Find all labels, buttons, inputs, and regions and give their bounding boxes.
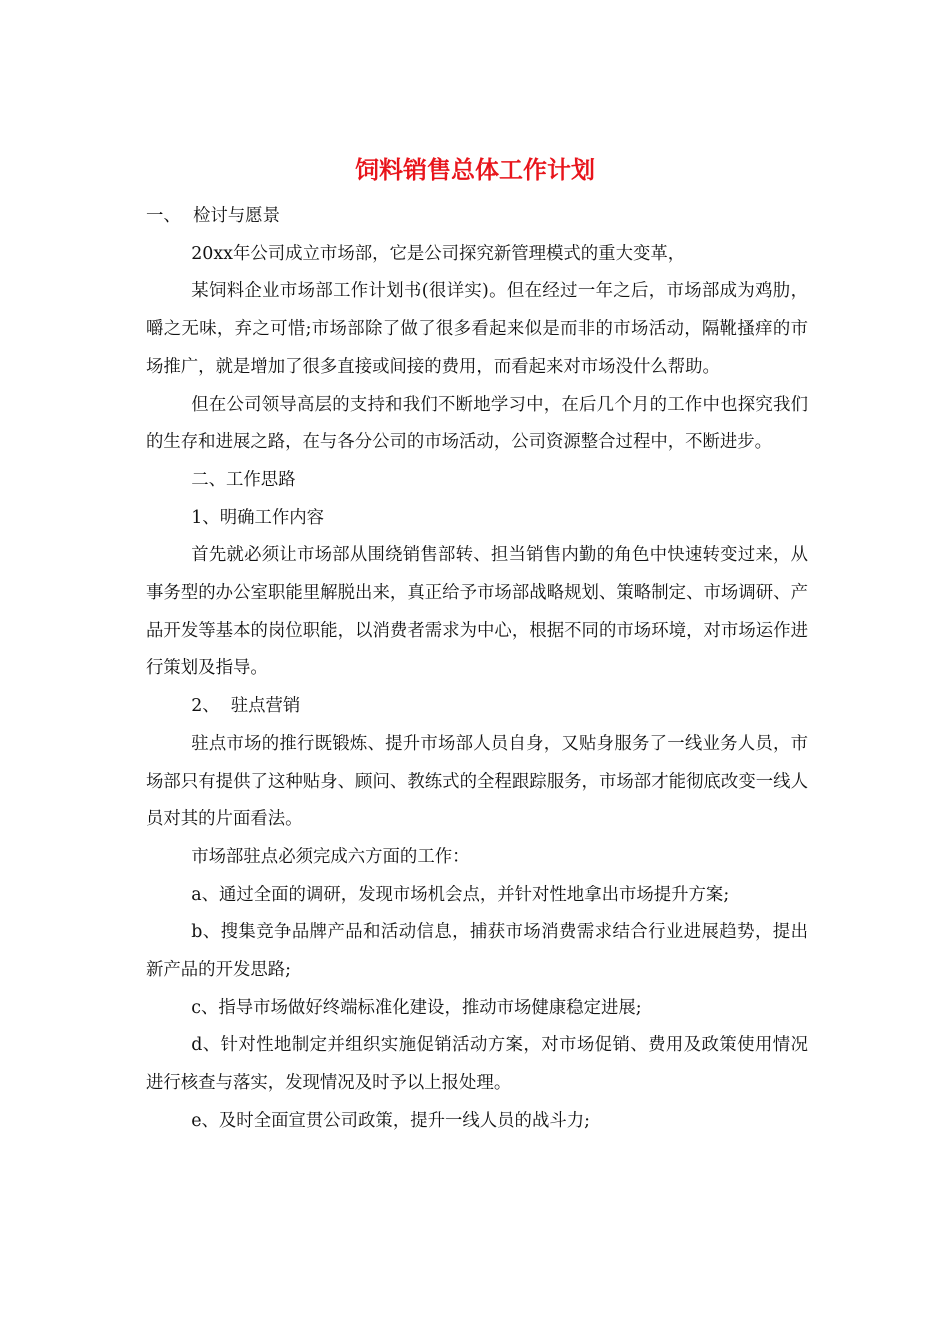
paragraph: 市场部驻点必须完成六方面的工作： bbox=[191, 846, 470, 867]
paragraph: 驻点市场的推行既锻炼、提升市场部人员自身，又贴身服务了一线业务人员，市场部只有提供了这种贴身、顾问、教练式的全程跟踪服务，市场部才能彻底改变一线人员对其的片面看法。 bbox=[146, 733, 808, 830]
list-item: a、通过全面的调研，发现市场机会点，并针对性地拿出市场提升方案; bbox=[191, 884, 730, 905]
paragraph: 20xx年公司成立市场部，它是公司探究新管理模式的重大变革， bbox=[191, 243, 686, 264]
list-item: d、针对性地制定并组织实施促销活动方案，对市场促销、费用及政策使用情况进行核查与落实，发现情况及时予以上报处理。 bbox=[146, 1035, 808, 1094]
subsection-one-heading: 1、明确工作内容 bbox=[191, 507, 325, 528]
section-two-heading: 二、工作思路 bbox=[191, 469, 296, 490]
paragraph: 某饲料企业市场部工作计划书(很详实)。但在经过一年之后，市场部成为鸡肋，嚼之无味，弃之可惜;市场部除了做了很多看起来似是而非的市场活动，隔靴搔痒的市场推广，就是增加了很多直接或间接的费用，而看起来对市场没什么帮助。 bbox=[146, 281, 808, 377]
paragraph: 但在公司领导高层的支持和我们不断地学习中，在后几个月的工作中也探究我们的生存和进展之路，在与各分公司的市场活动，公司资源整合过程中，不断进步。 bbox=[146, 394, 808, 453]
section-one-heading bbox=[146, 198, 808, 236]
paragraph: 首先就必须让市场部从围绕销售部转、担当销售内勤的角色中快速转变过来，从事务型的办公室职能里解脱出来，真正给予市场部战略规划、策略制定、市场调研、产品开发等基本的岗位职能，以消费者需求为中心，根据不同的市场环境，对市场运作进行策划及指导。 bbox=[146, 545, 808, 679]
list-item: b、搜集竞争品牌产品和活动信息，捕获市场消费需求结合行业进展趋势，提出新产品的开发思路; bbox=[146, 922, 808, 981]
section-one-title: 检讨与愿景 bbox=[193, 206, 280, 226]
subsection-two-heading: 2、 驻点营销 bbox=[191, 696, 301, 717]
list-item: e、及时全面宣贯公司政策，提升一线人员的战斗力; bbox=[191, 1110, 590, 1131]
section-one-number: 一、 bbox=[146, 206, 181, 226]
document-title: 饲料销售总体工作计划 bbox=[355, 155, 595, 184]
document-body bbox=[146, 198, 808, 1141]
list-item: c、指导市场做好终端标准化建设，推动市场健康稳定进展; bbox=[191, 997, 642, 1018]
